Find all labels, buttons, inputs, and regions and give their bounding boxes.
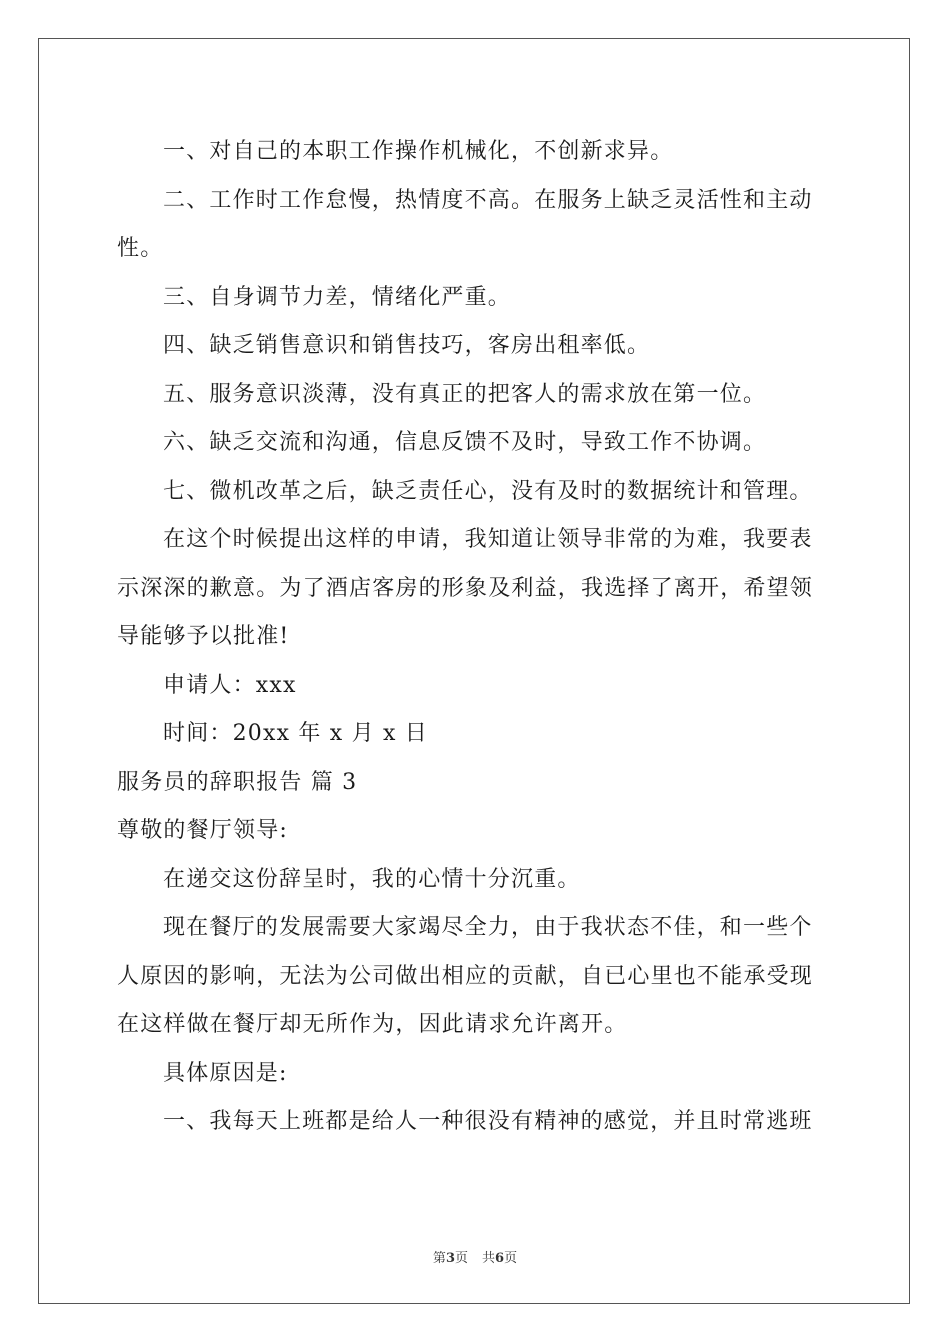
paragraph-line-20: 具体原因是:: [163, 1060, 288, 1086]
paragraph-line-2: 二、工作时工作怠慢，热情度不高。在服务上缺乏灵活性和主动: [163, 187, 813, 213]
paragraph-line-3: 性。: [117, 236, 164, 261]
paragraph-line-19: 在这样做在餐厅却无所作为，因此请求允许离开。: [117, 1012, 628, 1037]
paragraph-line-10: 示深深的歉意。为了酒店客房的形象及利益，我选择了离开，希望领: [117, 575, 814, 601]
document-body: [117, 128, 837, 1147]
paragraph-line-6: 五、服务意识淡薄，没有真正的把客人的需求放在第一位。: [163, 381, 767, 407]
footer-total-suffix: 页: [504, 1251, 518, 1266]
paragraph-line-17: 现在餐厅的发展需要大家竭尽全力，由于我状态不佳，和一些个: [163, 915, 813, 940]
paragraph-line-11: 导能够予以批准!: [117, 624, 290, 649]
paragraph-line-4: 三、自身调节力差，情绪化严重。: [163, 284, 512, 310]
paragraph-line-5: 四、缺乏销售意识和销售技巧，客房出租率低。: [163, 333, 651, 358]
salutation: 尊敬的餐厅领导:: [117, 818, 289, 843]
paragraph-line-8: 七、微机改革之后，缺乏责任心，没有及时的数据统计和管理。: [163, 478, 813, 504]
paragraph-line-18: 人原因的影响，无法为公司做出相应的贡献，自已心里也不能承受现: [117, 963, 814, 989]
footer-page-suffix: 页: [454, 1251, 468, 1266]
paragraph-line-7: 六、缺乏交流和沟通，信息反馈不及时，导致工作不协调。: [163, 430, 767, 455]
paragraph-line-1: 一、对自己的本职工作操作机械化，不创新求异。: [163, 139, 674, 164]
paragraph-line-9: 在这个时候提出这样的申请，我知道让领导非常的为难，我要表: [163, 527, 813, 552]
paragraph-line-21: 一、我每天上班都是给人一种很没有精神的感觉，并且时常逃班: [163, 1109, 813, 1134]
applicant-line: 申请人：xxx: [163, 672, 297, 698]
date-line: 时间：20xx 年 x 月 x 日: [163, 721, 428, 746]
section-heading: 服务员的辞职报告 篇 3: [117, 769, 358, 795]
footer-total-number: 6: [495, 1251, 505, 1266]
page-footer: [0, 1247, 950, 1266]
footer-page-prefix: 第: [432, 1251, 446, 1266]
footer-total-prefix: 共: [482, 1251, 496, 1266]
paragraph-line-16: 在递交这份辞呈时，我的心情十分沉重。: [163, 866, 581, 892]
footer-page-number: 3: [445, 1251, 455, 1266]
